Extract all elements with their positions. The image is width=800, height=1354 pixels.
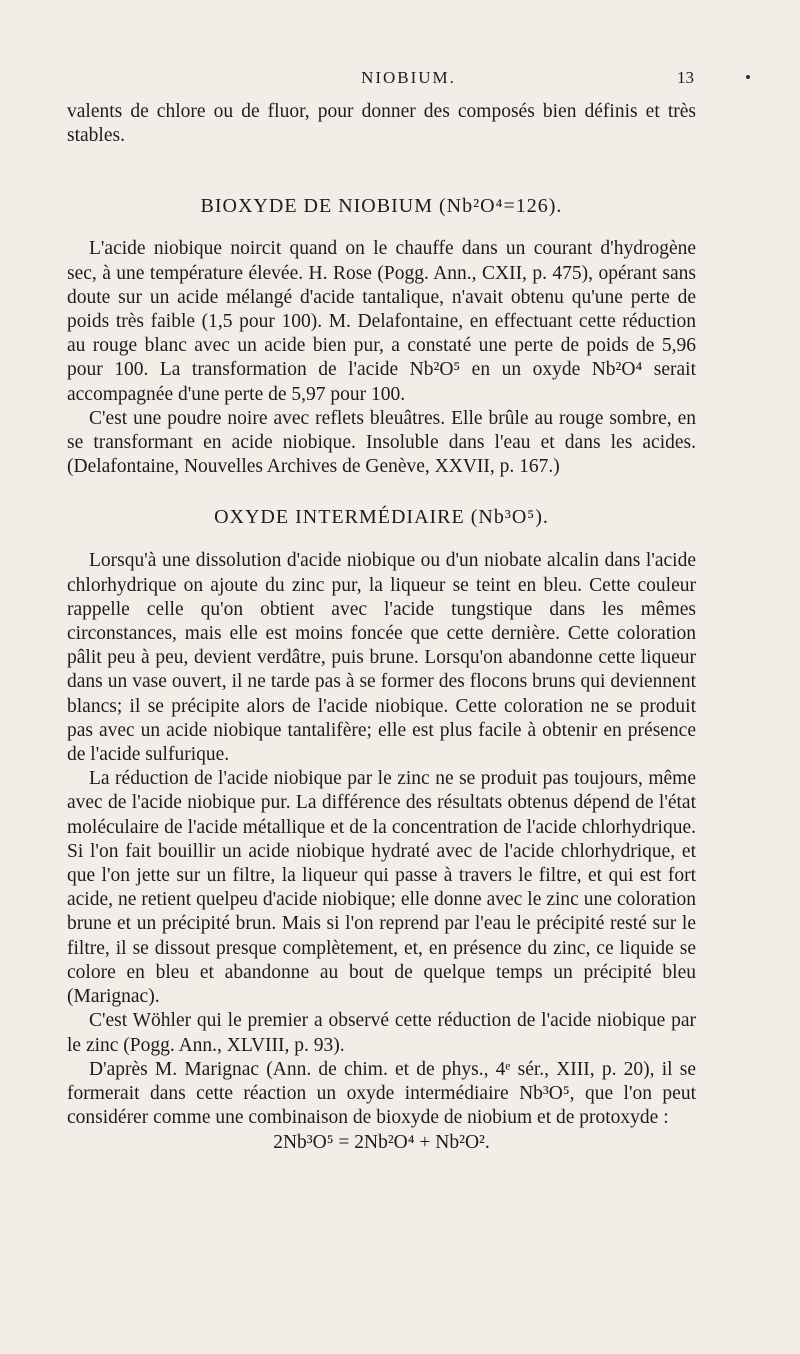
running-title: NIOBIUM. <box>361 68 456 87</box>
page-header <box>67 50 750 90</box>
paragraph-properties: C'est une poudre noire avec reflets bleuâtres. Elle brûle au rouge sombre, en se transformant en acide niobique. Insoluble dans l'eau et dans les acides. (Delafontaine, Nouvelles Archives de Genève, XXVII, p. 167.) <box>67 407 696 478</box>
margin-dot <box>746 75 750 79</box>
paragraph-zinc: Lorsqu'à une dissolution d'acide niobique ou d'un niobate alcalin dans l'acide chlorhydrique on ajoute du zinc pur, la liqueur se teint en bleu. Cette couleur rappelle celle qu'on obtient avec l'acide tungstique dans les mêmes circonstances, mais elle est moins foncée que cette dernière. Cette coloration pâlit peu à peu, devient verdâtre, puis brune. Lorsqu'on abandonne cette liqueur dans un vase ouvert, il ne tarde pas à se former des flocons bruns qui deviennent blancs; il se précipite alors de l'acide niobique. Cette coloration ne se produit pas avec un acide niobique tantalifère; elle est plus facile à obtenir en présence de l'acide sulfurique. <box>67 550 696 766</box>
section-heading-oxyde: OXYDE INTERMÉDIAIRE (Nb³O⁵). <box>214 506 549 529</box>
page-number: 13 <box>677 68 694 87</box>
section-heading-bioxyde: BIOXYDE DE NIOBIUM (Nb²O⁴=126). <box>200 195 563 218</box>
paragraph-continued: valents de chlore ou de fluor, pour donner des composés bien définis et très stables. <box>67 101 696 147</box>
page-body <box>67 100 696 1155</box>
paragraph-marignac: D'après M. Marignac (Ann. de chim. et de phys., 4ᵉ sér., XIII, p. 20), il se formerait dans cette réaction un oxyde intermédiaire Nb³O⁵, que l'on peut considérer comme une combinaison de bioxyde de niobium et de protoxyde : <box>67 1058 696 1129</box>
chemical-formula: 2Nb³O⁵ = 2Nb²O⁴ + Nb²O². <box>273 1132 490 1154</box>
paragraph-reduction-zinc: La réduction de l'acide niobique par le zinc ne se produit pas toujours, même avec de l'acide niobique pur. La différence des résultats obtenus dépend de l'état moléculaire de l'acide métallique et de la concentration de l'acide chlorhydrique. Si l'on fait bouillir un acide niobique hydraté avec de l'acide chlorhydrique, et que l'on jette sur un filtre, la liqueur qui passe à travers le filtre, et qui est fort acide, ne retient quelpeu d'acide niobique; elle donne avec le zinc une coloration brune et un précipité brun. Mais si l'on reprend par l'eau le précipité resté sur le filtre, il se dissout presque complètement, et, en présence du zinc, ce liquide se colore en bleu et abandonne au bout de quelque temps un précipité bleu (Marignac). <box>67 768 696 1008</box>
paragraph-wohler: C'est Wöhler qui le premier a observé cette réduction de l'acide niobique par le zinc (Pogg. Ann., XLVIII, p. 93). <box>67 1010 696 1056</box>
paragraph-reduction: L'acide niobique noircit quand on le chauffe dans un courant d'hydrogène sec, à une température élevée. H. Rose (Pogg. Ann., CXII, p. 475), opérant sans doute sur un acide mélangé d'acide tantalique, n'avait obtenu qu'une perte de poids très faible (1,5 pour 100). M. Delafontaine, en effectuant cette réduction au rouge blanc avec un acide bien pur, a constaté une perte de poids de 5,96 pour 100. La transformation de l'acide Nb²O⁵ en un oxyde Nb²O⁴ serait accompagnée d'une perte de 5,97 pour 100. <box>67 238 696 405</box>
